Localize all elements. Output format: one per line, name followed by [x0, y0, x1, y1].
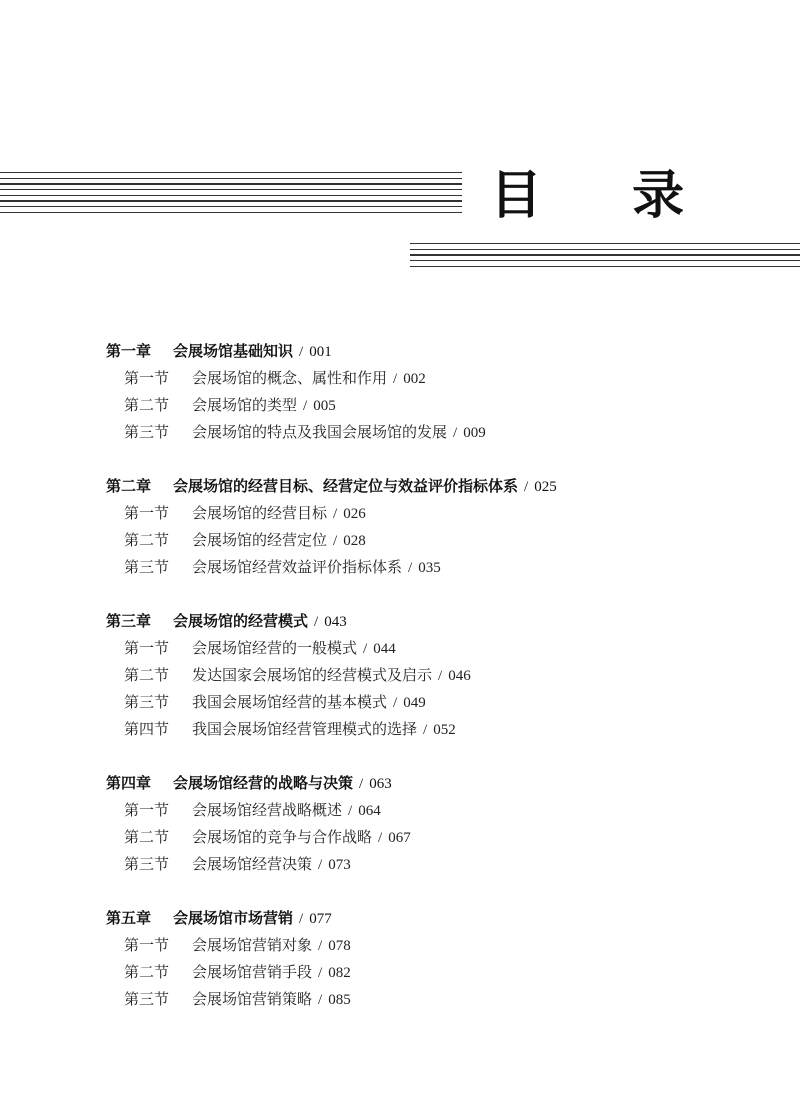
- section-number: 第三节: [124, 558, 170, 576]
- chapter-title: 会展场馆经营的战略与决策: [173, 774, 354, 792]
- separator: /: [363, 641, 368, 657]
- chapter-title: 会展场馆的经营目标、经营定位与效益评价指标体系: [173, 477, 519, 495]
- page-number: 064: [358, 803, 381, 819]
- chapter-number: 第三章: [106, 612, 152, 630]
- toc-chapter: [106, 608, 796, 743]
- section-number: 第一节: [124, 639, 170, 657]
- page-number: 044: [373, 641, 396, 657]
- section-title: 我国会展场馆经营管理模式的选择: [192, 720, 418, 738]
- toc-section-entry[interactable]: [106, 959, 796, 986]
- decorative-lines-right: [410, 243, 800, 271]
- chapter-title: 会展场馆的经营模式: [173, 612, 309, 630]
- separator: /: [393, 695, 398, 711]
- separator: /: [378, 830, 383, 846]
- section-title: 会展场馆经营的一般模式: [192, 639, 358, 657]
- page-number: 085: [328, 992, 351, 1008]
- page-number: 049: [403, 695, 426, 711]
- separator: /: [524, 479, 529, 495]
- toc-section-entry[interactable]: [106, 635, 796, 662]
- separator: /: [393, 371, 398, 387]
- toc-section-entry[interactable]: [106, 716, 796, 743]
- section-title: 会展场馆的经营目标: [192, 504, 328, 522]
- chapter-number: 第五章: [106, 909, 152, 927]
- chapter-number: 第四章: [106, 774, 152, 792]
- section-number: 第一节: [124, 504, 170, 522]
- page-number: 078: [328, 938, 351, 954]
- section-title: 会展场馆营销策略: [192, 990, 313, 1008]
- separator: /: [359, 776, 364, 792]
- separator: /: [318, 992, 323, 1008]
- section-title: 会展场馆的概念、属性和作用: [192, 369, 388, 387]
- section-title: 会展场馆的经营定位: [192, 531, 328, 549]
- section-number: 第三节: [124, 693, 170, 711]
- page-number: 077: [309, 911, 332, 927]
- toc-chapter: [106, 473, 796, 581]
- toc-section-entry[interactable]: [106, 419, 796, 446]
- page-number: 082: [328, 965, 351, 981]
- toc-chapter-entry[interactable]: [106, 608, 796, 635]
- toc-chapter: [106, 770, 796, 878]
- page-number: 073: [328, 857, 351, 873]
- chapter-title: 会展场馆基础知识: [173, 342, 294, 360]
- toc-section-entry[interactable]: [106, 851, 796, 878]
- toc-section-entry[interactable]: [106, 689, 796, 716]
- section-number: 第三节: [124, 990, 170, 1008]
- page-number: 028: [343, 533, 366, 549]
- separator: /: [423, 722, 428, 738]
- section-number: 第二节: [124, 531, 170, 549]
- toc-section-entry[interactable]: [106, 797, 796, 824]
- section-title: 会展场馆营销手段: [192, 963, 313, 981]
- separator: /: [318, 938, 323, 954]
- toc-section-entry[interactable]: [106, 932, 796, 959]
- toc-section-entry[interactable]: [106, 824, 796, 851]
- page-number: 001: [309, 344, 332, 360]
- page-number: 043: [324, 614, 347, 630]
- section-number: 第三节: [124, 855, 170, 873]
- page-number: 046: [448, 668, 471, 684]
- separator: /: [438, 668, 443, 684]
- toc-section-entry[interactable]: [106, 527, 796, 554]
- separator: /: [408, 560, 413, 576]
- toc-section-entry[interactable]: [106, 554, 796, 581]
- section-number: 第一节: [124, 936, 170, 954]
- section-title: 会展场馆营销对象: [192, 936, 313, 954]
- separator: /: [318, 965, 323, 981]
- separator: /: [299, 911, 304, 927]
- section-title: 会展场馆经营效益评价指标体系: [192, 558, 403, 576]
- section-title: 会展场馆经营战略概述: [192, 801, 343, 819]
- separator: /: [348, 803, 353, 819]
- decorative-lines-left: [0, 172, 462, 218]
- section-title: 会展场馆的类型: [192, 396, 298, 414]
- section-title: 我国会展场馆经营的基本模式: [192, 693, 388, 711]
- page-number: 009: [463, 425, 486, 441]
- page-number: 035: [418, 560, 441, 576]
- separator: /: [318, 857, 323, 873]
- toc-chapter-entry[interactable]: [106, 338, 796, 365]
- section-title: 会展场馆经营决策: [192, 855, 313, 873]
- section-number: 第一节: [124, 801, 170, 819]
- toc-chapter-entry[interactable]: [106, 770, 796, 797]
- section-number: 第二节: [124, 396, 170, 414]
- separator: /: [333, 533, 338, 549]
- section-number: 第一节: [124, 369, 170, 387]
- page-number: 002: [403, 371, 426, 387]
- chapter-number: 第一章: [106, 342, 152, 360]
- separator: /: [333, 506, 338, 522]
- separator: /: [303, 398, 308, 414]
- page-number: 067: [388, 830, 411, 846]
- section-title: 会展场馆的特点及我国会展场馆的发展: [192, 423, 448, 441]
- page-number: 005: [313, 398, 336, 414]
- section-title: 发达国家会展场馆的经营模式及启示: [192, 666, 433, 684]
- toc-chapter-entry[interactable]: [106, 473, 796, 500]
- table-of-contents: [106, 338, 796, 1040]
- page-number: 025: [534, 479, 557, 495]
- page-number: 052: [433, 722, 456, 738]
- toc-chapter-entry[interactable]: [106, 905, 796, 932]
- page-title: 目 录: [490, 165, 721, 226]
- chapter-number: 第二章: [106, 477, 152, 495]
- chapter-title: 会展场馆市场营销: [173, 909, 294, 927]
- toc-chapter: [106, 338, 796, 446]
- toc-chapter: [106, 905, 796, 1013]
- toc-section-entry[interactable]: [106, 392, 796, 419]
- section-number: 第二节: [124, 963, 170, 981]
- page-number: 063: [369, 776, 392, 792]
- page-number: 026: [343, 506, 366, 522]
- section-title: 会展场馆的竞争与合作战略: [192, 828, 373, 846]
- section-number: 第二节: [124, 666, 170, 684]
- section-number: 第二节: [124, 828, 170, 846]
- separator: /: [453, 425, 458, 441]
- separator: /: [299, 344, 304, 360]
- toc-section-entry[interactable]: [106, 986, 796, 1013]
- toc-section-entry[interactable]: [106, 500, 796, 527]
- section-number: 第三节: [124, 423, 170, 441]
- separator: /: [314, 614, 319, 630]
- toc-section-entry[interactable]: [106, 662, 796, 689]
- toc-section-entry[interactable]: [106, 365, 796, 392]
- section-number: 第四节: [124, 720, 170, 738]
